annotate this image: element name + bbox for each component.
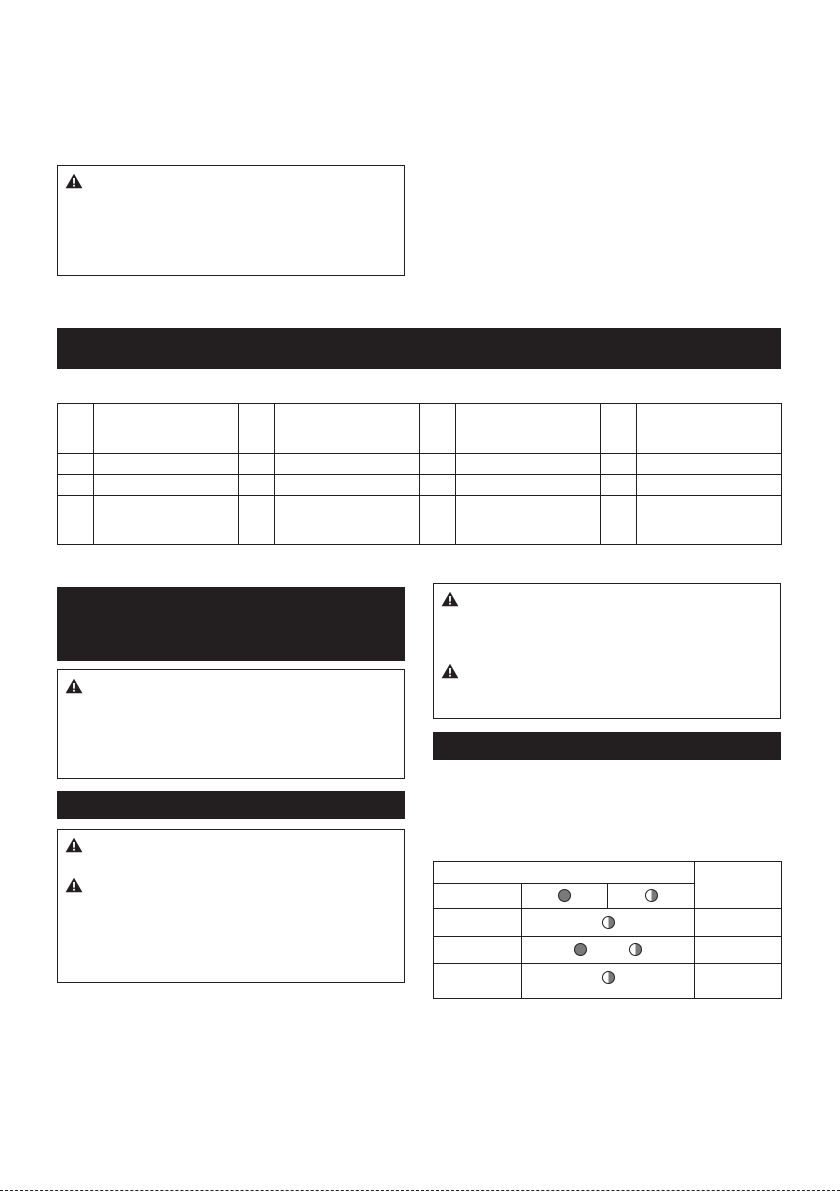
table-cell [601,404,637,454]
indicator-lamp-blinking-icon [602,971,615,984]
table-cell [434,884,522,909]
table-cell [420,404,456,454]
table-cell [239,475,275,496]
table-row [434,909,782,937]
table-cell [94,404,239,454]
table-cell [94,475,239,496]
table-cell [275,496,420,545]
table-cell [456,496,601,545]
table-cell [608,884,695,909]
table-cell [456,404,601,454]
warning-triangle-icon [65,173,83,189]
warning-box-left [57,669,405,779]
indicator-lamp-blinking-icon [645,889,658,902]
table-cell [420,454,456,475]
table-cell [58,454,94,475]
table-row [58,475,782,496]
warning-box-left-lower [57,829,405,983]
warning-triangle-icon [65,678,83,694]
indicator-lamp-on-icon [574,943,587,956]
table-cell [275,475,420,496]
indicator-lamp-blinking-icon [629,943,642,956]
table-cell [522,909,695,937]
specification-table [57,403,782,545]
table-row [58,496,782,545]
table-cell [275,454,420,475]
table-cell [58,496,94,545]
section-header-bar [57,328,781,369]
table-cell [239,496,275,545]
indicator-lamp-blinking-icon [602,916,615,929]
warning-triangle-icon [441,591,459,607]
warning-triangle-icon [65,877,83,893]
table-cell [695,862,782,909]
warning-box-right [433,583,781,719]
table-cell [420,475,456,496]
table-row [434,862,782,884]
left-section-header-bar [57,587,405,661]
table-cell [522,884,608,909]
table-cell [239,454,275,475]
table-cell [695,964,782,999]
warning-triangle-icon [441,663,459,679]
table-row [434,964,782,999]
table-cell [58,404,94,454]
table-cell [456,454,601,475]
table-cell [456,475,601,496]
table-cell [434,937,522,964]
table-cell [637,454,782,475]
table-cell [637,496,782,545]
warning-box-top [57,165,405,276]
left-subsection-header-bar [57,791,405,819]
table-cell [94,496,239,545]
table-cell [58,475,94,496]
table-row [58,404,782,454]
table-cell [434,964,522,999]
table-cell [434,862,695,884]
table-cell [275,404,420,454]
indicator-lamp-on-icon [558,889,571,902]
table-cell [695,937,782,964]
table-cell [695,909,782,937]
table-cell [601,475,637,496]
table-cell [601,454,637,475]
table-cell [94,454,239,475]
right-subsection-header-bar [433,732,781,760]
table-cell [637,475,782,496]
table-cell [434,909,522,937]
table-cell [601,496,637,545]
table-cell [239,404,275,454]
table-cell [637,404,782,454]
table-cell [522,937,695,964]
warning-triangle-icon [65,837,83,853]
table-row [58,454,782,475]
table-cell [522,964,695,999]
table-row [434,937,782,964]
indicator-lamp-table [433,861,782,999]
table-cell [420,496,456,545]
